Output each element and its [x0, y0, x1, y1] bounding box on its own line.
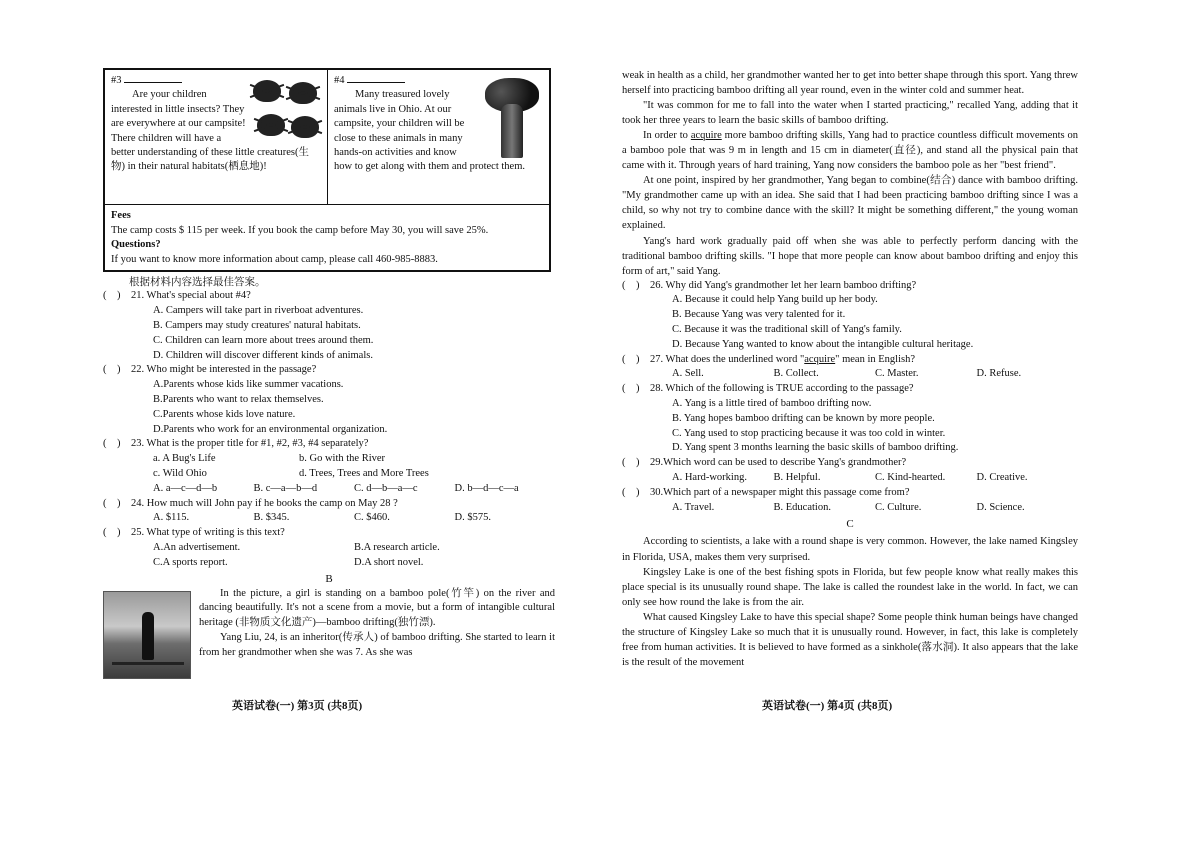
option: D. Yang spent 3 months learning the basic skills of bamboo drifting.	[672, 442, 959, 454]
option: A.Parents whose kids like summer vacations.	[153, 379, 344, 391]
camp-3-text: Are your children interested in little insects? They are everywhere at our campsite! There children will have a better understanding of these little creatures(生物) in their natural habitats(栖息地)!	[111, 89, 309, 173]
option: A.An advertisement.	[153, 541, 241, 553]
b-paragraph-5: At one point, inspired by her grandmother, Yang began to combine(结合) dance with bamboo drifting. "My grandmother came up with an idea. She said that I had been practicing bamboo drifting since I was a child, so why not try to combine dance with the skill? It might be something different," the young woman explained.	[622, 175, 1078, 232]
c-paragraph-1: According to scientists, a lake with a round shape is very common. However, the lake named Kingsley in Florida, USA, makes them very surprised.	[622, 536, 1078, 563]
camp-3-cell	[105, 70, 327, 204]
question-stem: 23. What is the proper title for #1, #2, #3, #4 separately?	[131, 438, 369, 450]
option: C. Kind-hearted.	[875, 472, 946, 484]
option: D. Creative.	[976, 472, 1028, 484]
title-choice: b. Go with the River	[299, 453, 386, 465]
option: B.A research article.	[354, 541, 440, 553]
option: A. $115.	[153, 512, 190, 524]
underlined-word: acquire	[690, 130, 722, 142]
question-26	[622, 279, 1078, 353]
option: B. $345.	[253, 512, 290, 524]
title-blank	[124, 82, 182, 83]
title-blank	[347, 82, 405, 83]
option: B. c—a—b—d	[253, 482, 318, 494]
question-28	[622, 382, 1078, 456]
title-choice: d. Trees, Trees and More Trees	[299, 467, 429, 479]
section-b-heading: B	[325, 572, 333, 585]
question-30	[622, 486, 1078, 516]
option: D.Parents who work for an environmental organization.	[153, 423, 388, 435]
title-choice: c. Wild Ohio	[153, 467, 207, 479]
options-row	[103, 511, 555, 526]
title-choice: a. A Bug's Life	[153, 453, 216, 465]
left-page	[103, 68, 555, 679]
b-paragraph-6: Yang's hard work gradually paid off when she was able to perfectly perform dancing with the traditional bamboo drifting skills. "I hope that more people can know about bamboo drifting and enjoy this form of art," said Yang.	[622, 235, 1078, 277]
question-23	[103, 437, 555, 496]
options-row	[103, 482, 555, 497]
answer-bracket: ( )	[622, 383, 640, 395]
options-row	[103, 541, 555, 556]
camp-4-tag: #4	[334, 74, 543, 88]
fees-label: Fees	[111, 210, 131, 221]
option: A. Sell.	[672, 368, 704, 380]
option: D. $575.	[454, 512, 491, 524]
answer-bracket: ( )	[103, 527, 121, 539]
answer-bracket: ( )	[622, 353, 640, 365]
options-row	[622, 367, 1078, 382]
title-choices	[103, 452, 555, 467]
options-row	[622, 501, 1078, 516]
option: A. Yang is a little tired of bamboo drifting now.	[672, 398, 872, 410]
option: B. Campers may study creatures' natural habitats.	[153, 319, 361, 331]
camp-4-text: Many treasured lovely animals live in Ohio. At our campsite, your children will be close to these animals in many hands-on activities and know how to get along with them and protect them.	[334, 89, 525, 173]
answer-bracket: ( )	[622, 279, 640, 291]
option: A. Campers will take part in riverboat adventures.	[153, 305, 364, 317]
question-stem: 26. Why did Yang's grandmother let her learn bamboo drifting?	[650, 279, 917, 291]
option: D. Refuse.	[976, 368, 1022, 380]
option: D. Children will discover different kinds of animals.	[153, 349, 373, 361]
question-25	[103, 526, 555, 570]
option: A. a—c—d—b	[153, 482, 218, 494]
question-24	[103, 497, 555, 527]
camp-info-box	[103, 68, 551, 272]
option: D. b—d—c—a	[454, 482, 519, 494]
option: B. Yang hopes bamboo drifting can be known by more people.	[672, 412, 935, 424]
camp-4-cell	[327, 70, 549, 204]
b-paragraph-continued: weak in health as a child, her grandmother wanted her to get into better shape through this sport. Yang threw herself into practicing bamboo drifting all year round, even in the winter cold and summer heat.	[622, 70, 1078, 97]
answer-bracket: ( )	[622, 486, 640, 498]
question-stem: 24. How much will John pay if he books the camp on May 28 ?	[131, 497, 398, 509]
option: A. Because it could help Yang build up her body.	[672, 294, 878, 306]
b-paragraph-4: In order to acquire more bamboo drifting skills, Yang had to practice countless difficult movements on a bamboo pole that was 9 m in length and 15 cm in diameter(直径), and stand all the physical pain that came with it. Through years of hard training, Yang now considers the bamboo pole as her "best friend".	[622, 130, 1078, 172]
section-c-heading: C	[846, 518, 854, 531]
camp-box-bottom	[105, 205, 549, 270]
option: C. Yang used to stop practicing because it was too cold in winter.	[672, 427, 946, 439]
question-22	[103, 363, 555, 437]
instruction: 根据材料内容选择最佳答案。	[129, 277, 266, 289]
right-page-footer: 英语试卷(一) 第4页 (共8页)	[762, 700, 893, 712]
question-stem: 27. What does the underlined word "acquire" mean in English?	[650, 353, 915, 365]
title-choices	[103, 467, 555, 482]
option: C.Parents whose kids love nature.	[153, 408, 296, 420]
option: A. Travel.	[672, 501, 715, 513]
b-paragraph-1: In the picture, a girl is standing on a bamboo pole(竹竿) on the river and dancing beautifully. It's not a scene from a movie, but a form of intangible cultural heritage (非物质文化遗产)—bamboo drifting(独竹漂).	[199, 587, 555, 629]
option: B. Education.	[773, 501, 831, 513]
option: D. Because Yang wanted to know about the intangible cultural heritage.	[672, 338, 974, 350]
fees-text: The camp costs $ 115 per week. If you book the camp before May 30, you will save 25%.	[111, 224, 489, 236]
option: B. Because Yang was very talented for it.	[672, 309, 846, 321]
questions-text: If you want to know more information about camp, please call 460-985-8883.	[111, 253, 438, 265]
question-stem: 22. Who might be interested in the passage?	[131, 364, 317, 376]
camp-3-tag: #3	[111, 74, 321, 88]
question-stem: 28. Which of the following is TRUE according to the passage?	[650, 383, 914, 395]
c-paragraph-2: Kingsley Lake is one of the best fishing spots in Florida, but few people know what really makes this place special is its unusually round shape. The lake is called the roundest lake in the world. In fact, we can only see how round the lake is from the air.	[622, 566, 1078, 608]
options-row	[103, 556, 555, 571]
answer-bracket: ( )	[103, 290, 121, 302]
c-paragraph-3: What caused Kingsley Lake to have this special shape? Some people think human beings have changed the structure of Kingsley Lake so much that it is unusually round. However, in fact, this lake is completely free from human activities. It is believed to have formed as a sinkhole(落水洞). It also appears that the lake is the result of the movement	[622, 611, 1078, 668]
answer-bracket: ( )	[103, 438, 121, 450]
option: C. Children can learn more about trees around them.	[153, 334, 374, 346]
answer-bracket: ( )	[622, 457, 640, 469]
question-stem: 30.Which part of a newspaper might this passage come from?	[650, 486, 910, 498]
option: C. Because it was the traditional skill of Yang's family.	[672, 324, 902, 336]
questions-label: Questions?	[111, 239, 161, 251]
question-27	[622, 353, 1078, 383]
option: C.A sports report.	[153, 556, 228, 568]
option: C. Culture.	[875, 501, 922, 513]
option: B. Helpful.	[773, 472, 821, 484]
question-stem: 21. What's special about #4?	[131, 290, 251, 302]
camp-box-top	[105, 70, 549, 205]
tree-image	[477, 74, 543, 160]
question-21	[103, 289, 555, 363]
options-row	[622, 471, 1078, 486]
option: D. Science.	[976, 501, 1025, 513]
option: C. d—b—a—c	[354, 482, 418, 494]
left-page-footer: 英语试卷(一) 第3页 (共8页)	[232, 700, 363, 712]
bamboo-drifting-photo	[103, 591, 191, 679]
option: D.A short novel.	[354, 556, 424, 568]
option: C. $460.	[354, 512, 390, 524]
option: B.Parents who want to relax themselves.	[153, 393, 324, 405]
answer-bracket: ( )	[103, 364, 121, 376]
b-paragraph-3: "It was common for me to fall into the water when I started practicing," recalled Yang, adding that it took her three years to learn the basic skills of bamboo drifting.	[622, 100, 1078, 127]
answer-bracket: ( )	[103, 497, 121, 509]
question-stem: 25. What type of writing is this text?	[131, 527, 285, 539]
b-paragraph-2: Yang Liu, 24, is an inheritor(传承人) of bamboo drifting. She started to learn it from her grandmother when she was 7. As she was	[199, 631, 555, 658]
question-stem: 29.Which word can be used to describe Yang's grandmother?	[650, 457, 907, 469]
option: A. Hard-working.	[672, 472, 747, 484]
option: B. Collect.	[773, 368, 819, 380]
option: C. Master.	[875, 368, 919, 380]
right-page	[622, 68, 1078, 670]
section-b	[103, 587, 555, 679]
insects-image	[247, 74, 321, 146]
question-29	[622, 456, 1078, 486]
